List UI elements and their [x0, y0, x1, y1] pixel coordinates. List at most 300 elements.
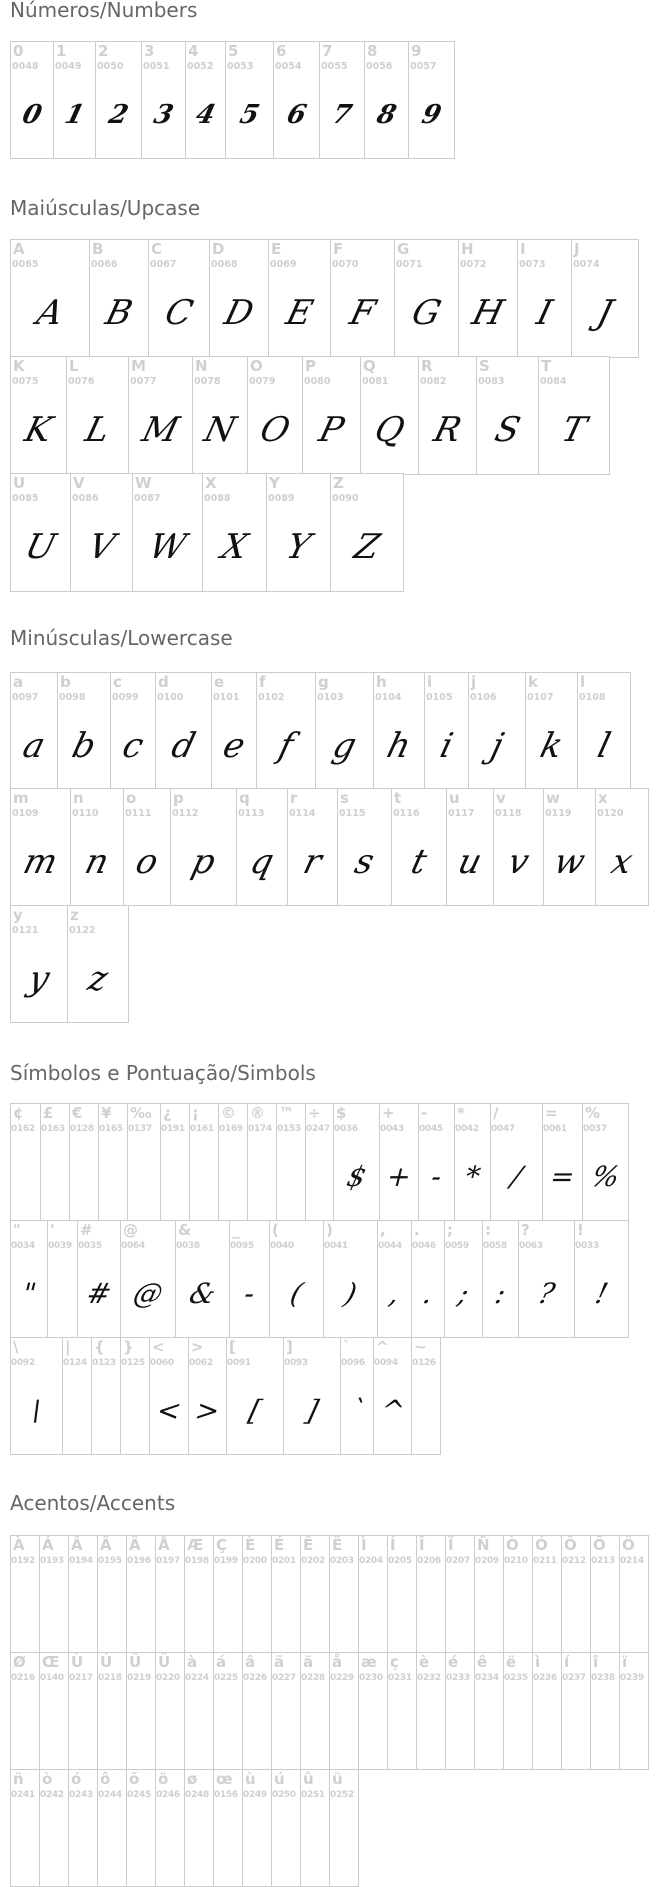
character-label: H: [461, 240, 474, 258]
character-code: 0046: [412, 1241, 436, 1251]
symbols-glyph-cell: [490, 1103, 543, 1222]
script-glyph-preview: 2: [105, 100, 132, 130]
accents-glyph-cell: [474, 1652, 504, 1770]
accents-glyph-cell: [213, 1535, 243, 1653]
script-glyph-preview: s: [350, 842, 379, 882]
character-label: æ: [361, 1653, 377, 1671]
character-label: C: [151, 240, 163, 258]
character-label: â: [245, 1653, 256, 1671]
character-label: W: [135, 474, 152, 492]
character-code: 0120: [597, 808, 624, 819]
script-glyph-preview: 8: [373, 100, 400, 130]
character-code: 0071: [396, 259, 423, 270]
character-code: 0237: [562, 1673, 586, 1683]
character-code: 0198: [185, 1556, 209, 1566]
script-glyph-preview: L: [81, 410, 114, 450]
lowercase-glyph-cell: [493, 788, 544, 906]
symbols-glyph-cell: [411, 1337, 441, 1455]
character-label: ‰: [130, 1104, 152, 1122]
character-code: 0220: [156, 1673, 180, 1683]
character-label: Â: [71, 1536, 83, 1554]
character-label: m: [13, 789, 29, 807]
character-code: 0247: [306, 1124, 330, 1134]
script-glyph-preview: 5: [236, 100, 263, 130]
character-label: J: [574, 240, 580, 258]
upcase-glyph-cell: [394, 239, 459, 358]
symbols-glyph-cell: [120, 1337, 150, 1455]
script-glyph-preview: D: [220, 293, 258, 333]
accents-glyph-cell: [503, 1652, 533, 1770]
script-glyph-preview: T: [557, 410, 591, 450]
character-label: È: [245, 1536, 256, 1554]
numbers-glyph-cell: [273, 41, 320, 159]
character-code: 0098: [59, 692, 86, 703]
character-label: À: [13, 1536, 25, 1554]
character-code: 0075: [12, 376, 39, 387]
character-code: 0231: [388, 1673, 412, 1683]
script-glyph-preview: *: [461, 1160, 484, 1193]
symbols-glyph-cell: [98, 1103, 128, 1222]
accents-glyph-cell: [271, 1652, 301, 1770]
character-label: ': [50, 1221, 55, 1239]
character-code: 0052: [187, 61, 214, 72]
upcase-glyph-cell: [458, 239, 518, 358]
accents-glyph-cell: [445, 1535, 475, 1653]
upcase-glyph-cell: [148, 239, 210, 358]
character-code: 0043: [380, 1124, 404, 1134]
script-glyph-preview: z: [84, 959, 112, 999]
accents-heading: Acentos/Accents: [10, 1491, 176, 1515]
character-code: 0074: [573, 259, 600, 270]
character-label: f: [259, 673, 266, 691]
character-label: #: [80, 1221, 93, 1239]
character-label: Ñ: [477, 1536, 490, 1554]
character-label: [: [229, 1338, 236, 1356]
character-code: 0073: [519, 259, 546, 270]
character-code: 0097: [12, 692, 39, 703]
upcase-heading: Maiúsculas/Upcase: [10, 196, 201, 220]
character-code: 0126: [412, 1358, 436, 1368]
character-label: S: [479, 357, 490, 375]
character-code: 0209: [475, 1556, 499, 1566]
character-label: <: [152, 1338, 165, 1356]
character-label: F: [333, 240, 344, 258]
character-code: 0207: [446, 1556, 470, 1566]
character-label: ö: [158, 1770, 169, 1788]
accents-glyph-cell: [532, 1652, 562, 1770]
character-label: a: [13, 673, 24, 691]
accents-glyph-cell: [532, 1535, 562, 1653]
symbols-glyph-cell: [62, 1337, 92, 1455]
character-label: ø: [187, 1770, 198, 1788]
character-code: 0035: [78, 1241, 102, 1251]
character-label: i: [427, 673, 433, 691]
character-label: A: [13, 240, 25, 258]
character-code: 0087: [134, 493, 161, 504]
character-label: ì: [535, 1653, 541, 1671]
character-code: 0229: [330, 1673, 354, 1683]
lowercase-glyph-cell: [236, 788, 288, 906]
character-code: 0216: [11, 1673, 35, 1683]
lowercase-glyph-cell: [446, 788, 494, 906]
script-glyph-preview: F: [345, 293, 380, 333]
character-code: 0192: [11, 1556, 35, 1566]
lowercase-glyph-cell: [67, 905, 129, 1023]
symbols-glyph-cell: [333, 1103, 380, 1222]
script-glyph-preview: ?: [534, 1277, 559, 1310]
character-code: 0105: [426, 692, 453, 703]
script-glyph-preview: c: [118, 726, 148, 766]
character-label: ¿: [163, 1104, 172, 1122]
character-label: v: [496, 789, 506, 807]
character-code: 0219: [127, 1673, 151, 1683]
lowercase-glyph-cell: [155, 672, 212, 790]
lowercase-glyph-cell: [211, 672, 257, 790]
character-label: Ö: [622, 1536, 635, 1554]
character-label: ": [13, 1221, 21, 1239]
numbers-glyph-cell: [95, 41, 142, 159]
script-glyph-preview: M: [138, 410, 183, 450]
character-label: é: [448, 1653, 459, 1671]
numbers-glyph-cell: [141, 41, 186, 159]
symbols-glyph-cell: [379, 1103, 419, 1222]
character-code: 0048: [12, 61, 39, 72]
character-code: 0050: [97, 61, 124, 72]
character-label: 2: [98, 42, 109, 60]
script-glyph-preview: j: [486, 726, 508, 766]
character-label: ™: [279, 1104, 294, 1122]
character-label: å: [332, 1653, 343, 1671]
symbols-glyph-cell: [283, 1337, 341, 1455]
script-glyph-preview: ;: [454, 1277, 473, 1310]
script-glyph-preview: p: [187, 842, 220, 882]
symbols-glyph-cell: [323, 1220, 378, 1338]
script-glyph-preview: Y: [282, 527, 315, 567]
character-label: +: [382, 1104, 395, 1122]
character-code: 0053: [227, 61, 254, 72]
character-label: Ô: [564, 1536, 577, 1554]
character-label: Û: [129, 1653, 142, 1671]
character-label: Ø: [13, 1653, 26, 1671]
accents-glyph-cell: [561, 1535, 591, 1653]
character-code: 0100: [157, 692, 184, 703]
script-glyph-preview: ,: [386, 1277, 404, 1310]
lowercase-glyph-cell: [468, 672, 526, 790]
script-glyph-preview: R: [429, 410, 466, 450]
upcase-glyph-cell: [302, 356, 361, 475]
script-glyph-preview: y: [24, 959, 54, 999]
character-label: ;: [447, 1221, 453, 1239]
character-label: `: [343, 1338, 351, 1356]
script-glyph-preview: $: [343, 1160, 370, 1193]
symbols-glyph-cell: [518, 1220, 575, 1338]
character-label: T: [541, 357, 552, 375]
symbols-glyph-cell: [40, 1103, 70, 1222]
character-code: 0119: [545, 808, 572, 819]
character-label: ~: [414, 1338, 427, 1356]
character-label: 0: [13, 42, 24, 60]
character-code: 0218: [98, 1673, 122, 1683]
upcase-glyph-cell: [66, 356, 129, 475]
character-code: 0086: [72, 493, 99, 504]
script-glyph-preview: X: [217, 527, 252, 567]
accents-glyph-cell: [126, 1535, 156, 1653]
character-label: *: [457, 1104, 465, 1122]
character-code: 0104: [375, 692, 402, 703]
script-glyph-preview: 3: [150, 100, 177, 130]
character-label: ê: [477, 1653, 488, 1671]
numbers-glyph-cell: [185, 41, 226, 159]
character-label: û: [303, 1770, 314, 1788]
lowercase-glyph-cell: [543, 788, 596, 906]
accents-glyph-cell: [155, 1769, 185, 1887]
script-glyph-preview: P: [315, 410, 348, 450]
symbols-glyph-cell: [188, 1337, 227, 1455]
script-glyph-preview: O: [256, 410, 294, 450]
lowercase-glyph-cell: [170, 788, 237, 906]
character-code: 0214: [620, 1556, 644, 1566]
character-label: y: [13, 906, 23, 924]
upcase-glyph-cell: [132, 473, 203, 592]
accents-glyph-cell: [619, 1652, 649, 1770]
symbols-glyph-cell: [91, 1337, 121, 1455]
script-glyph-preview: >: [191, 1394, 224, 1427]
upcase-glyph-cell: [89, 239, 149, 358]
accents-glyph-cell: [474, 1535, 504, 1653]
script-glyph-preview: t: [407, 842, 431, 882]
script-glyph-preview: w: [549, 842, 590, 882]
character-label: (: [272, 1221, 279, 1239]
character-code: 0225: [214, 1673, 238, 1683]
character-label: E: [271, 240, 282, 258]
character-label: Ó: [535, 1536, 548, 1554]
upcase-glyph-cell: [70, 473, 133, 592]
accents-glyph-cell: [68, 1535, 98, 1653]
character-label: .: [414, 1221, 420, 1239]
script-glyph-preview: k: [536, 726, 567, 766]
character-code: 0114: [289, 808, 316, 819]
character-code: 0128: [70, 1124, 94, 1134]
character-label: Ä: [129, 1536, 141, 1554]
character-code: 0228: [301, 1673, 325, 1683]
character-code: 0060: [150, 1358, 174, 1368]
symbols-glyph-cell: [377, 1220, 412, 1338]
symbols-glyph-cell: [127, 1103, 161, 1222]
character-label: O: [250, 357, 263, 375]
accents-glyph-cell: [416, 1535, 446, 1653]
character-code: 0077: [130, 376, 157, 387]
character-label: Æ: [187, 1536, 204, 1554]
upcase-glyph-cell: [10, 239, 90, 358]
symbols-glyph-cell: [574, 1220, 629, 1338]
character-code: 0238: [591, 1673, 615, 1683]
character-label: ë: [506, 1653, 517, 1671]
character-code: 0205: [388, 1556, 412, 1566]
character-label: Q: [363, 357, 376, 375]
character-label: ¡: [192, 1104, 199, 1122]
symbols-glyph-cell: [542, 1103, 583, 1222]
accents-glyph-cell: [329, 1769, 359, 1887]
character-label: õ: [129, 1770, 140, 1788]
character-label: í: [564, 1653, 570, 1671]
accents-glyph-cell: [590, 1535, 620, 1653]
character-code: 0064: [121, 1241, 145, 1251]
script-glyph-preview: J: [593, 293, 617, 333]
accents-glyph-cell: [300, 1535, 330, 1653]
accents-glyph-cell: [358, 1535, 388, 1653]
character-code: 0111: [125, 808, 152, 819]
character-label: z: [70, 906, 79, 924]
accents-glyph-cell: [329, 1652, 359, 1770]
character-code: 0196: [127, 1556, 151, 1566]
script-glyph-preview: b: [68, 726, 100, 766]
character-label: q: [239, 789, 250, 807]
character-label: ): [326, 1221, 333, 1239]
script-glyph-preview: E: [282, 293, 317, 333]
accents-glyph-cell: [242, 1535, 272, 1653]
character-code: 0089: [268, 493, 295, 504]
upcase-glyph-cell: [209, 239, 269, 358]
script-glyph-preview: q: [246, 842, 278, 882]
accents-glyph-cell: [155, 1652, 185, 1770]
character-code: 0095: [230, 1241, 254, 1251]
script-glyph-preview: ): [341, 1277, 361, 1310]
character-label: @: [123, 1221, 138, 1239]
character-code: 0163: [41, 1124, 65, 1134]
character-label: ]: [286, 1338, 293, 1356]
character-code: 0039: [48, 1241, 72, 1251]
character-code: 0199: [214, 1556, 238, 1566]
character-code: 0122: [69, 925, 96, 936]
character-code: 0233: [446, 1673, 470, 1683]
accents-glyph-cell: [39, 1769, 69, 1887]
character-code: 0066: [91, 259, 118, 270]
character-code: 0085: [12, 493, 39, 504]
character-code: 0107: [527, 692, 554, 703]
character-label: t: [394, 789, 402, 807]
script-glyph-preview: u: [454, 842, 486, 882]
character-label: x: [598, 789, 608, 807]
character-code: 0110: [72, 808, 99, 819]
character-label: ã: [274, 1653, 285, 1671]
upcase-glyph-cell: [10, 473, 71, 592]
character-label: ù: [245, 1770, 256, 1788]
character-code: 0058: [483, 1241, 507, 1251]
character-code: 0230: [359, 1673, 383, 1683]
upcase-glyph-cell: [330, 239, 395, 358]
character-label: _: [232, 1221, 240, 1239]
character-code: 0244: [98, 1790, 122, 1800]
accents-glyph-cell: [387, 1652, 417, 1770]
character-label: Ã: [100, 1536, 112, 1554]
character-code: 0112: [172, 808, 199, 819]
lowercase-glyph-cell: [424, 672, 469, 790]
character-code: 0197: [156, 1556, 180, 1566]
upcase-glyph-cell: [192, 356, 248, 475]
character-label: s: [340, 789, 349, 807]
script-glyph-preview: d: [167, 726, 200, 766]
upcase-glyph-cell: [418, 356, 477, 475]
character-code: 0072: [460, 259, 487, 270]
character-code: 0248: [185, 1790, 209, 1800]
accents-glyph-cell: [68, 1769, 98, 1887]
accents-glyph-cell: [445, 1652, 475, 1770]
accents-glyph-cell: [416, 1652, 446, 1770]
character-label: g: [318, 673, 329, 691]
script-glyph-preview: v: [503, 842, 534, 882]
character-label: >: [191, 1338, 204, 1356]
character-code: 0201: [272, 1556, 296, 1566]
lowercase-glyph-cell: [337, 788, 392, 906]
character-code: 0094: [374, 1358, 398, 1368]
character-code: 0234: [475, 1673, 499, 1683]
numbers-glyph-cell: [10, 41, 54, 159]
character-label: k: [528, 673, 538, 691]
symbols-glyph-cell: [226, 1337, 284, 1455]
character-code: 0090: [332, 493, 359, 504]
character-label: 5: [228, 42, 239, 60]
numbers-glyph-cell: [319, 41, 365, 159]
character-label: B: [92, 240, 104, 258]
accents-glyph-cell: [10, 1769, 40, 1887]
accents-glyph-cell: [184, 1652, 214, 1770]
script-glyph-preview: W: [145, 527, 190, 567]
script-glyph-preview: ]: [302, 1394, 322, 1427]
accents-glyph-cell: [300, 1652, 330, 1770]
script-glyph-preview: Q: [370, 410, 409, 450]
script-glyph-preview: &: [186, 1277, 220, 1310]
character-label: ®: [250, 1104, 265, 1122]
character-label: Ù: [71, 1653, 84, 1671]
script-glyph-preview: f: [274, 726, 298, 766]
character-label: M: [131, 357, 146, 375]
character-label: ¥: [101, 1104, 112, 1122]
symbols-glyph-cell: [340, 1337, 374, 1455]
character-code: 0081: [362, 376, 389, 387]
character-code: 0037: [583, 1124, 607, 1134]
character-code: 0174: [248, 1124, 272, 1134]
accents-glyph-cell: [97, 1652, 127, 1770]
script-glyph-preview: 1: [61, 100, 88, 130]
script-glyph-preview: .: [419, 1277, 437, 1310]
character-code: 0239: [620, 1673, 644, 1683]
symbols-glyph-cell: [269, 1220, 324, 1338]
character-label: e: [214, 673, 225, 691]
symbols-glyph-cell: [482, 1220, 519, 1338]
character-label: 6: [276, 42, 287, 60]
character-code: 0070: [332, 259, 359, 270]
script-glyph-preview: S: [490, 410, 525, 450]
upcase-glyph-cell: [360, 356, 419, 475]
symbols-glyph-cell: [120, 1220, 176, 1338]
character-label: b: [60, 673, 71, 691]
character-label: %: [585, 1104, 601, 1122]
script-glyph-preview: U: [21, 527, 60, 567]
script-glyph-preview: <: [153, 1394, 185, 1427]
lowercase-glyph-cell: [373, 672, 425, 790]
character-code: 0096: [341, 1358, 365, 1368]
symbols-glyph-cell: [10, 1337, 63, 1455]
character-label: Z: [333, 474, 344, 492]
lowercase-glyph-cell: [10, 788, 71, 906]
character-code: 0093: [284, 1358, 308, 1368]
character-label: l: [580, 673, 586, 691]
lowercase-glyph-cell: [391, 788, 447, 906]
character-label: è: [419, 1653, 430, 1671]
symbols-glyph-cell: [69, 1103, 99, 1222]
character-code: 0118: [495, 808, 522, 819]
script-glyph-preview: g: [328, 726, 361, 766]
